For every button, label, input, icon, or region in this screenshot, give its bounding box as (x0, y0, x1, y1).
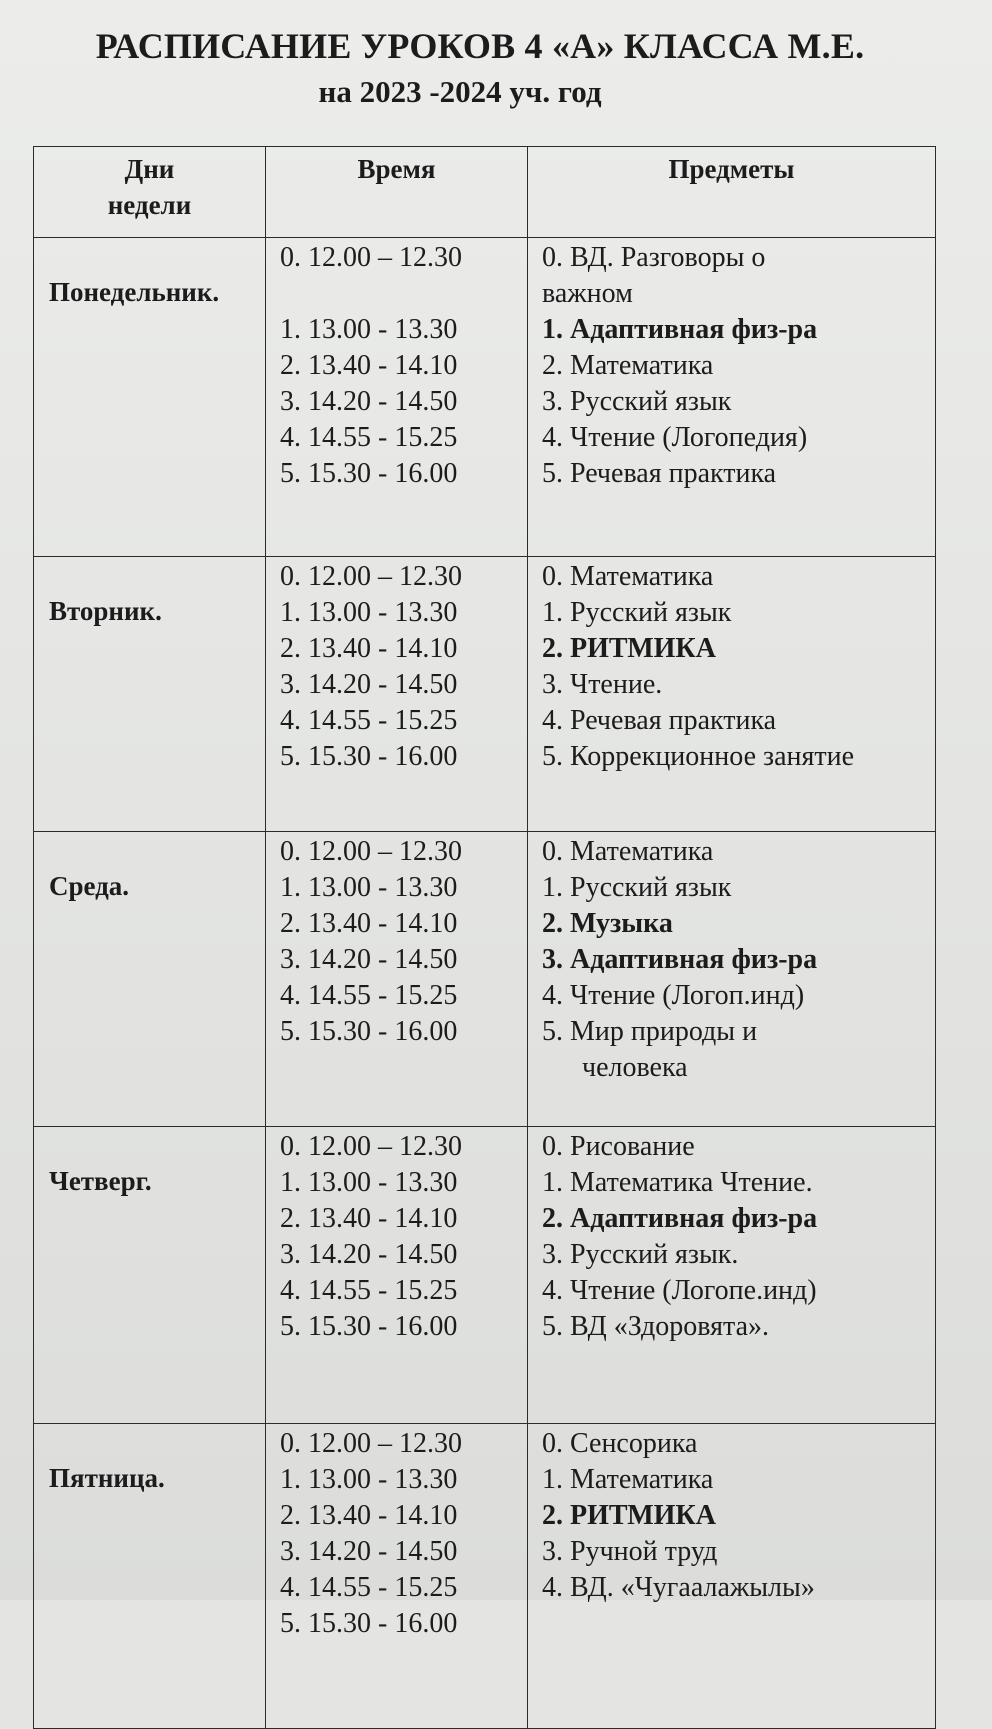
subject-item: 1. Русский язык (542, 597, 732, 628)
subject-item: 5. Речевая практика (542, 458, 777, 489)
subject-item: 2. Адаптивная физ-ра (542, 1203, 818, 1234)
time-slot: 4. 14.55 - 15.25 (280, 1572, 458, 1603)
subject-item: 1. Математика (542, 1464, 714, 1495)
table-row-monday (34, 238, 936, 557)
time-cell (266, 1424, 528, 1729)
header-days-line1: Дни (124, 154, 175, 184)
header-time: Время (266, 147, 528, 238)
subject-item: 5. ВД «Здоровята». (542, 1311, 770, 1342)
table-header-row (34, 147, 936, 238)
subject-item: 0. ВД. Разговоры о важном (542, 242, 766, 309)
time-slot: 1. 13.00 - 13.30 (280, 1167, 458, 1198)
subject-item: 1. Математика Чтение. (542, 1167, 813, 1198)
table-row-wednesday (34, 832, 936, 1127)
subject-item: 4. ВД. «Чугаалажылы» (542, 1572, 815, 1603)
time-slot: 0. 12.00 – 12.30 (280, 242, 462, 273)
time-slot: 1. 13.00 - 13.30 (280, 1464, 458, 1495)
time-slot: 5. 15.30 - 16.00 (280, 1311, 458, 1342)
subject-item: 0. Математика (542, 836, 714, 867)
time-slot: 5. 15.30 - 16.00 (280, 1608, 458, 1639)
header-subjects: Предметы (528, 147, 936, 238)
document-subtitle: на 2023 -2024 уч. год (318, 74, 602, 109)
time-slot: 1. 13.00 - 13.30 (280, 872, 458, 903)
subject-item: 5. Коррекционное занятие (542, 741, 855, 772)
subjects-cell (528, 1424, 936, 1729)
header-days (34, 147, 266, 238)
subject-item: 0. Сенсорика (542, 1428, 698, 1459)
subjects-cell (528, 832, 936, 1127)
subject-item: 2. Музыка (542, 908, 673, 939)
time-slot: 3. 14.20 - 14.50 (280, 386, 458, 417)
table-row-friday (34, 1424, 936, 1729)
subjects-cell (528, 1127, 936, 1424)
subject-item: 2. РИТМИКА (542, 633, 716, 664)
time-slot: 5. 15.30 - 16.00 (280, 741, 458, 772)
table-row-tuesday (34, 557, 936, 832)
time-slot: 4. 14.55 - 15.25 (280, 980, 458, 1011)
subject-item: 2. РИТМИКА (542, 1500, 716, 1531)
time-cell (266, 557, 528, 832)
header-days-line2: недели (107, 190, 192, 220)
time-cell (266, 1127, 528, 1424)
time-slot: 4. 14.55 - 15.25 (280, 422, 458, 453)
schedule-table (33, 146, 936, 1729)
time-slot: 0. 12.00 – 12.30 (280, 1428, 462, 1459)
subject-item: 3. Ручной труд (542, 1536, 718, 1567)
subject-item: 4. Чтение (Логоп.инд) (542, 980, 805, 1011)
subjects-cell (528, 557, 936, 832)
time-slot: 0. 12.00 – 12.30 (280, 836, 462, 867)
time-slot: 1. 13.00 - 13.30 (280, 597, 458, 628)
time-slot: 0. 12.00 – 12.30 (280, 561, 462, 592)
subject-item: 4. Чтение (Логопе.инд) (542, 1275, 817, 1306)
time-slot: 2. 13.40 - 14.10 (280, 1203, 458, 1234)
time-slot: 2. 13.40 - 14.10 (280, 350, 458, 381)
time-slot: 2. 13.40 - 14.10 (280, 1500, 458, 1531)
day-name: Вторник. (34, 557, 266, 832)
subject-item: 5. Мир природы и (542, 1016, 758, 1047)
subject-item: 1. Адаптивная физ-ра (542, 314, 818, 345)
day-name: Среда. (34, 832, 266, 1127)
subject-item: 1. Русский язык (542, 872, 732, 903)
subjects-cell (528, 238, 936, 557)
subject-item: 3. Русский язык. (542, 1239, 739, 1270)
subject-item: 0. Рисование (542, 1131, 695, 1162)
day-name: Четверг. (34, 1127, 266, 1424)
time-slot: 2. 13.40 - 14.10 (280, 633, 458, 664)
time-slot: 3. 14.20 - 14.50 (280, 944, 458, 975)
subject-item: 3. Русский язык (542, 386, 732, 417)
time-slot: 0. 12.00 – 12.30 (280, 1131, 462, 1162)
time-slot: 5. 15.30 - 16.00 (280, 458, 458, 489)
time-slot: 3. 14.20 - 14.50 (280, 1239, 458, 1270)
subject-item: 4. Чтение (Логопедия) (542, 422, 808, 453)
subject-item: 3. Чтение. (542, 669, 663, 700)
table-row-thursday (34, 1127, 936, 1424)
time-slot: 5. 15.30 - 16.00 (280, 1016, 458, 1047)
time-slot: 2. 13.40 - 14.10 (280, 908, 458, 939)
time-slot-spacer (280, 276, 527, 312)
subject-item: 2. Математика (542, 350, 714, 381)
document-title: РАСПИСАНИЕ УРОКОВ 4 «А» КЛАССА М.Е. (95, 26, 865, 66)
time-cell (266, 238, 528, 557)
time-slot: 3. 14.20 - 14.50 (280, 1536, 458, 1567)
time-slot: 1. 13.00 - 13.30 (280, 314, 458, 345)
subject-item-continuation: человека (582, 1052, 688, 1083)
subject-item: 0. Математика (542, 561, 714, 592)
time-cell (266, 832, 528, 1127)
day-name: Понедельник. (34, 238, 266, 557)
time-slot: 3. 14.20 - 14.50 (280, 669, 458, 700)
time-slot: 4. 14.55 - 15.25 (280, 1275, 458, 1306)
day-name: Пятница. (34, 1424, 266, 1729)
subject-item: 4. Речевая практика (542, 705, 777, 736)
time-slot: 4. 14.55 - 15.25 (280, 705, 458, 736)
subject-item: 3. Адаптивная физ-ра (542, 944, 818, 975)
